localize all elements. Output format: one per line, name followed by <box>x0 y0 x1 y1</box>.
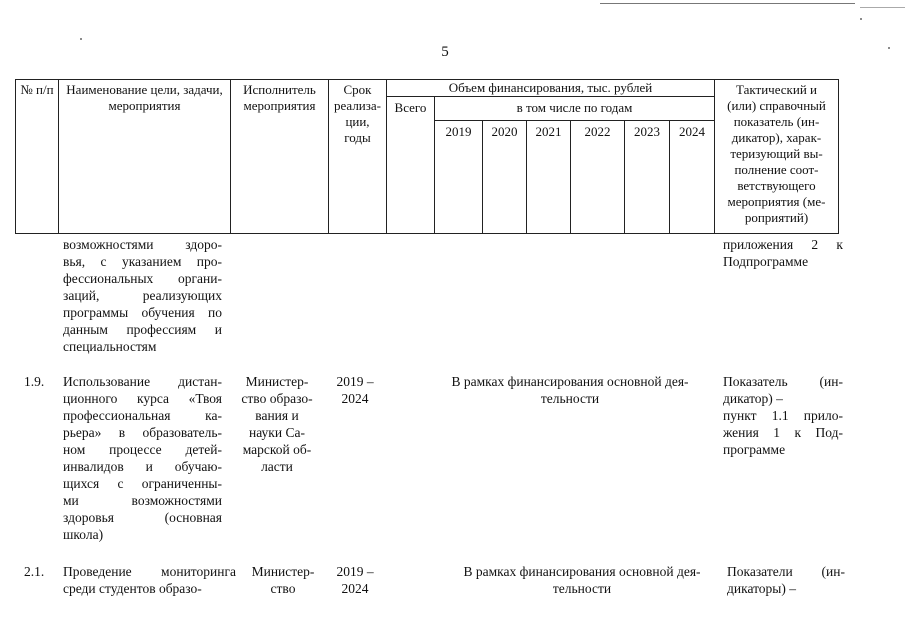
header-year: 2023 <box>625 121 670 234</box>
continuation-indicator: приложения 2 к Подпрограмме <box>723 237 843 269</box>
header-name: Наименование цели, задачи, мероприятия <box>59 80 231 234</box>
page-number: 5 <box>441 44 449 60</box>
header-year: 2022 <box>571 121 625 234</box>
row-number: 2.1. <box>24 564 45 579</box>
row-financing: В рамках финансирования основной дея- тельности <box>463 564 701 596</box>
header-num: № п/п <box>16 80 59 234</box>
row-indicator: Показатели (ин- дикаторы) – <box>727 564 845 596</box>
header-total: Всего <box>387 97 435 234</box>
header-year: 2024 <box>670 121 715 234</box>
row-number: 1.9. <box>24 374 45 389</box>
header-year: 2020 <box>483 121 527 234</box>
header-by-years: в том числе по годам <box>435 97 715 121</box>
header-year: 2019 <box>435 121 483 234</box>
row-name: Проведение мониторинга среди студентов образо- <box>63 564 236 596</box>
continuation-name: возможностями здоро- вья, с указанием про- фессиональных органи- заций, реализующих программы обучения по данным профессиям и специальностям <box>63 237 222 354</box>
row-term: 2019 – 2024 <box>336 374 374 406</box>
header-volume: Объем финансирования, тыс. рублей <box>387 80 715 97</box>
row-name: Использование дистан- ционного курса «Твоя профессиональная ка- рьера» в образователь- ном процессе детей- инвалидов и обучаю- щихся с ограниченны- ми возможностями здоровья (основная школа) <box>63 374 222 542</box>
header-executor: Исполнитель мероприятия <box>231 80 329 234</box>
row-executor: Министер- ство <box>251 564 315 596</box>
header-indicator: Тактический и (или) справочный показатель (ин- дикатор), харак- теризующий вы- полнение соот- ветствующего мероприятия (ме- роприятий) <box>715 80 839 234</box>
header-term: Срок реализа- ции, годы <box>329 80 387 234</box>
row-indicator: Показатель (ин- дикатор) – пункт 1.1 прило- жения 1 к Под- программе <box>723 374 843 457</box>
row-financing: В рамках финансирования основной дея- тельности <box>451 374 689 406</box>
row-term: 2019 – 2024 <box>336 564 374 596</box>
row-executor: Министер- ство образо- вания и науки Са- марской об- ласти <box>241 374 313 474</box>
header-year: 2021 <box>527 121 571 234</box>
